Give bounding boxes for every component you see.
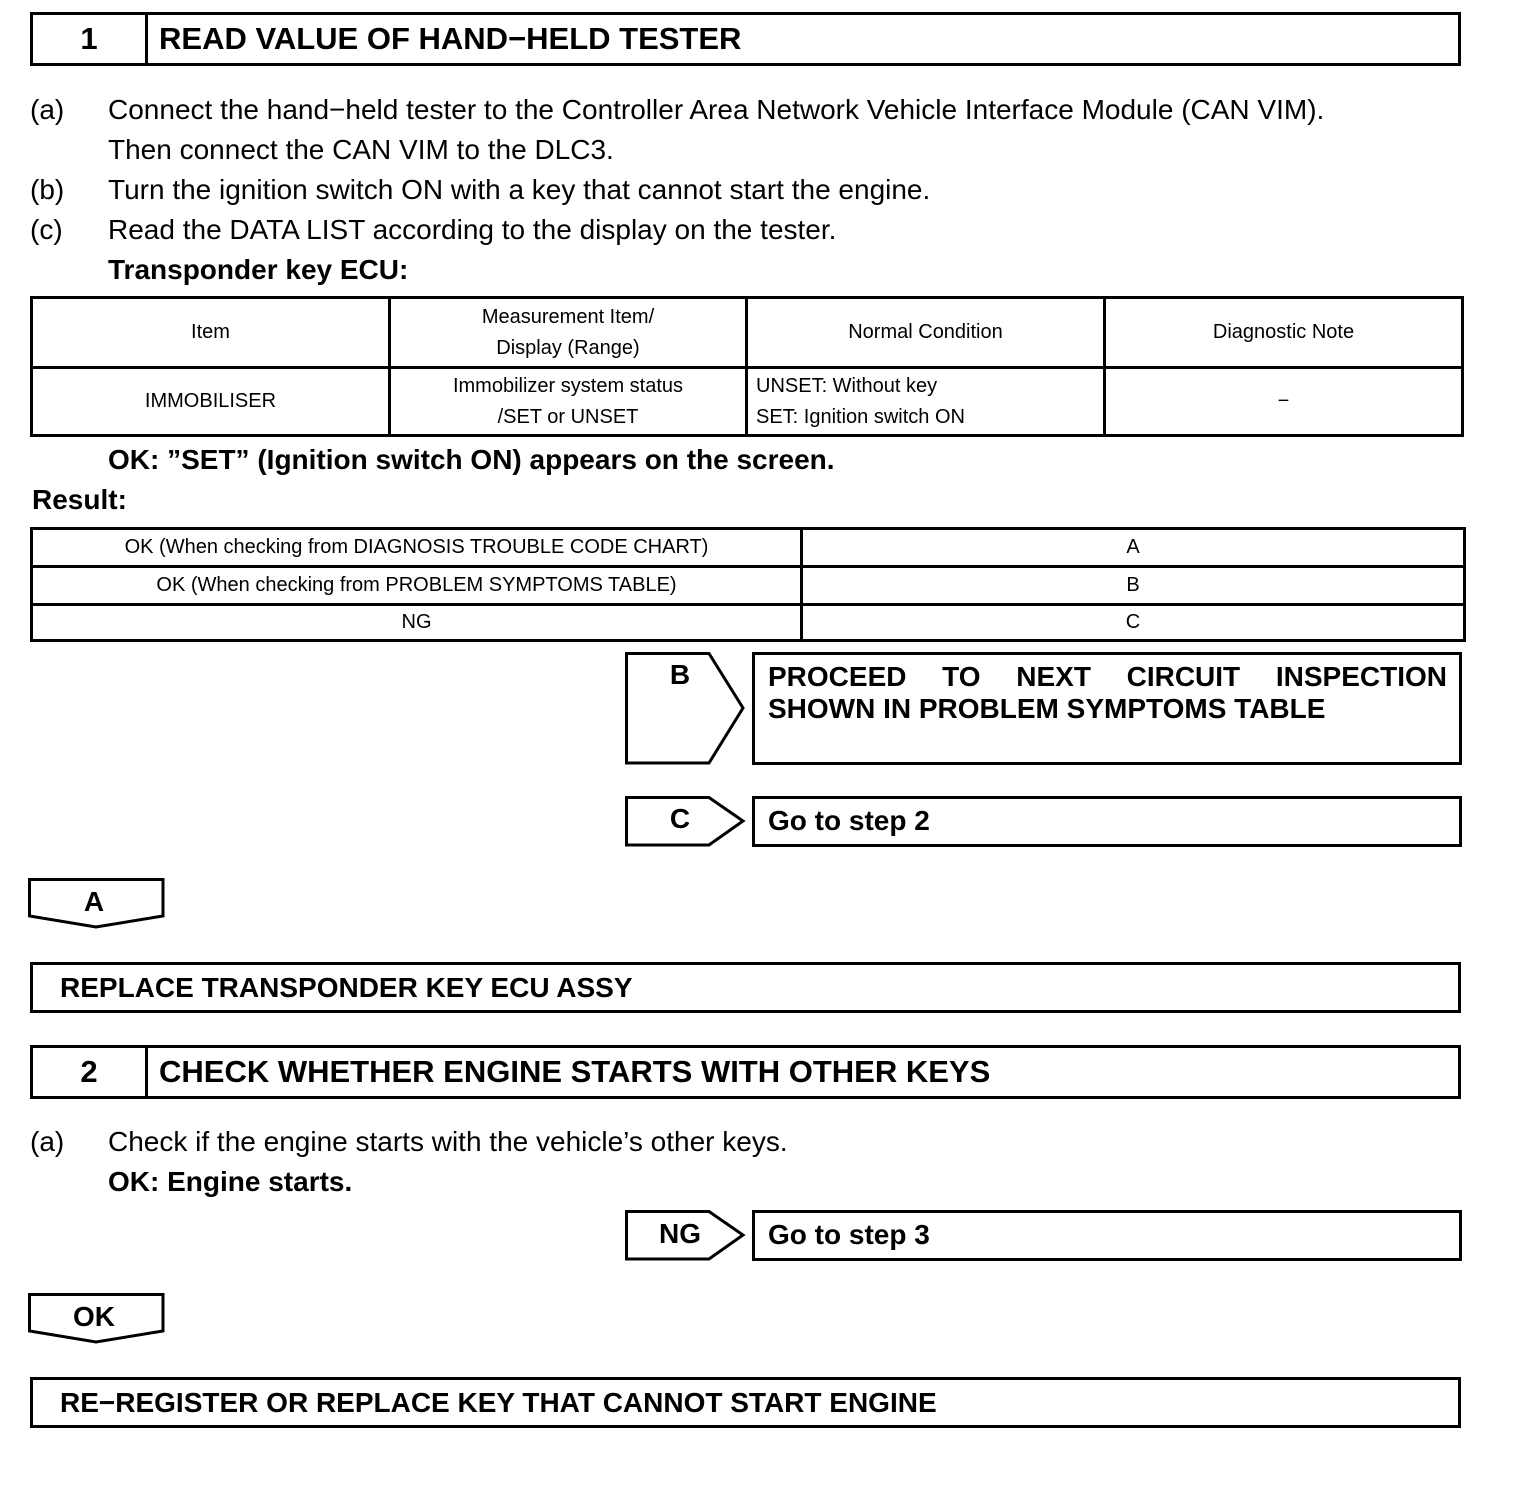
branch-c-result xyxy=(752,796,1462,847)
instruction-text: Read the DATA LIST according to the display on the tester. xyxy=(108,214,837,245)
instruction-a xyxy=(0,1122,1536,1162)
action-text: RE−REGISTER OR REPLACE KEY THAT CANNOT START ENGINE xyxy=(60,1387,937,1418)
cell-item: IMMOBILISER xyxy=(32,368,390,436)
result-code: A xyxy=(802,529,1465,567)
instruction-label: (a) xyxy=(30,1126,65,1157)
result-code: B xyxy=(802,567,1465,605)
branch-ng-result xyxy=(752,1210,1462,1261)
header-line: Display (Range) xyxy=(496,336,640,359)
instruction-text: Turn the ignition switch ON with a key that cannot start the engine. xyxy=(108,174,931,205)
header-cell xyxy=(390,298,747,368)
branch-c-text: Go to step 2 xyxy=(768,805,930,836)
cell-normal xyxy=(747,368,1105,436)
action-replace-ecu xyxy=(30,962,1461,1013)
subheading: Transponder key ECU: xyxy=(108,254,409,285)
branch-b-tag: B xyxy=(669,659,691,690)
result-condition: OK (When checking from PROBLEM SYMPTOMS TABLE) xyxy=(32,567,802,605)
instruction-label: (c) xyxy=(30,214,63,245)
branch-c-tag: C xyxy=(669,803,691,834)
table-row xyxy=(32,529,1465,567)
instruction-label: (b) xyxy=(30,174,65,205)
step-number: 2 xyxy=(33,1048,148,1096)
instruction-a xyxy=(0,90,1536,170)
ok-criteria: OK: ”SET” (Ignition switch ON) appears on the screen. xyxy=(108,444,835,475)
cell-note: − xyxy=(1105,368,1463,436)
cell-line: UNSET: Without key xyxy=(756,374,938,397)
step-number: 1 xyxy=(33,15,148,63)
result-label: Result: xyxy=(32,484,127,515)
instruction-b xyxy=(0,170,1536,210)
header-cell: Normal Condition xyxy=(747,298,1105,368)
result-table xyxy=(30,527,1466,642)
step-1-header xyxy=(30,12,1461,66)
branch-b-line: SHOWN IN PROBLEM SYMPTOMS TABLE xyxy=(768,693,1326,724)
action-reregister-key xyxy=(30,1377,1461,1428)
branch-ng-tag: NG xyxy=(659,1218,701,1249)
result-condition: NG xyxy=(32,605,802,641)
instruction-c xyxy=(0,210,1536,250)
header-line: Measurement Item/ xyxy=(481,305,655,328)
branch-a-tag: A xyxy=(83,886,105,917)
table-row xyxy=(32,605,1465,641)
instruction-text: Then connect the CAN VIM to the DLC3. xyxy=(108,134,614,165)
data-list-table xyxy=(30,296,1464,437)
step-2-header xyxy=(30,1045,1461,1099)
cell-line: SET: Ignition switch ON xyxy=(756,405,965,428)
action-text: REPLACE TRANSPONDER KEY ECU ASSY xyxy=(60,972,633,1003)
instruction-text: Check if the engine starts with the vehicle’s other keys. xyxy=(108,1126,788,1157)
result-code: C xyxy=(802,605,1465,641)
result-condition: OK (When checking from DIAGNOSIS TROUBLE CODE CHART) xyxy=(32,529,802,567)
instruction-text: Connect the hand−held tester to the Controller Area Network Vehicle Interface Module (CAN VIM). xyxy=(108,94,1325,125)
ok-criteria: OK: Engine starts. xyxy=(108,1166,353,1197)
header-cell: Item xyxy=(32,298,390,368)
branch-b-line: PROCEED TO NEXT CIRCUIT INSPECTION xyxy=(768,661,1447,692)
step-title: CHECK WHETHER ENGINE STARTS WITH OTHER KEYS xyxy=(159,1054,991,1089)
instruction-label: (a) xyxy=(30,94,65,125)
cell-line: Immobilizer system status xyxy=(452,374,684,397)
table-row xyxy=(32,368,1463,436)
branch-ok-tag: OK xyxy=(73,1301,115,1332)
header-cell: Diagnostic Note xyxy=(1105,298,1463,368)
branch-b-result xyxy=(752,652,1462,765)
cell-line: /SET or UNSET xyxy=(497,405,639,428)
table-header-row xyxy=(32,298,1463,368)
step-title: READ VALUE OF HAND−HELD TESTER xyxy=(159,21,742,56)
table-row xyxy=(32,567,1465,605)
cell-measurement xyxy=(390,368,747,436)
branch-ng-text: Go to step 3 xyxy=(768,1219,930,1250)
